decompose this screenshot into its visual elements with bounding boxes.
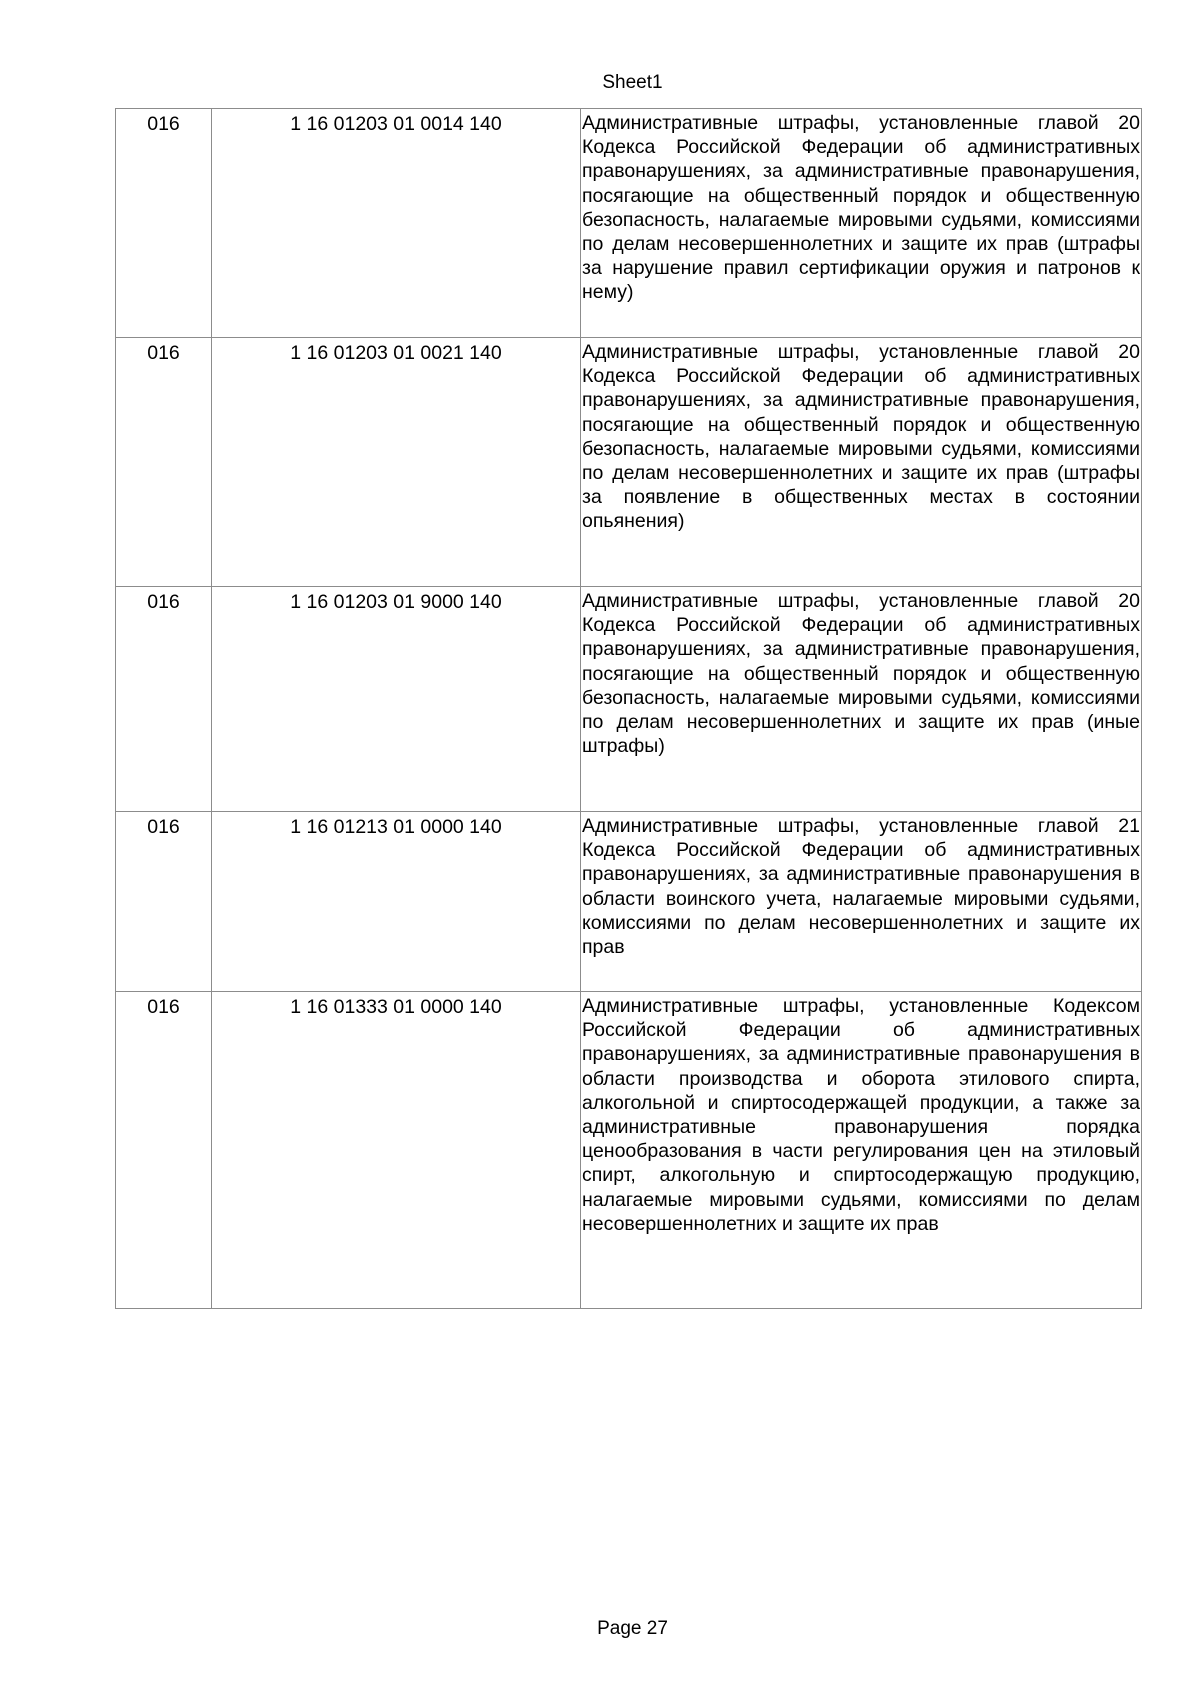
table-row bbox=[116, 992, 1142, 1309]
table-row bbox=[116, 338, 1142, 587]
admin-code-cell: 016 bbox=[116, 587, 212, 812]
table-row bbox=[116, 587, 1142, 812]
budget-code-cell: 1 16 01203 01 0014 140 bbox=[212, 109, 581, 338]
table-row bbox=[116, 109, 1142, 338]
description-cell: Административные штрафы, установленные главой 21 Кодекса Российской Федерации об административных правонарушениях, за административные правонарушения в области воинского учета, налагаемые мировыми судьями, комиссиями по делам несовершеннолетних и защите их прав bbox=[581, 812, 1142, 992]
description-cell: Административные штрафы, установленные Кодексом Российской Федерации об административных правонарушениях, за административные правонарушения в области производства и оборота этилового спирта, алкогольной и спиртосодержащей продукции, а также за административные правонарушения порядка ценообразования в части регулирования цен на этиловый спирт, алкогольную и спиртосодержащую продукцию, налагаемые мировыми судьями, комиссиями по делам несовершеннолетних и защите их прав bbox=[581, 992, 1142, 1309]
description-cell: Административные штрафы, установленные главой 20 Кодекса Российской Федерации об административных правонарушениях, за административные правонарушения, посягающие на общественный порядок и общественную безопасность, налагаемые мировыми судьями, комиссиями по делам несовершеннолетних и защите их прав (иные штрафы) bbox=[581, 587, 1142, 812]
description-cell: Административные штрафы, установленные главой 20 Кодекса Российской Федерации об административных правонарушениях, за административные правонарушения, посягающие на общественный порядок и общественную безопасность, налагаемые мировыми судьями, комиссиями по делам несовершеннолетних и защите их прав (штрафы за нарушение правил сертификации оружия и патронов к нему) bbox=[581, 109, 1142, 338]
budget-code-cell: 1 16 01333 01 0000 140 bbox=[212, 992, 581, 1309]
admin-code-cell: 016 bbox=[116, 109, 212, 338]
revenue-codes-table bbox=[115, 108, 1142, 1309]
table-row bbox=[116, 812, 1142, 992]
page-number: Page 27 bbox=[597, 1618, 668, 1639]
budget-code-cell: 1 16 01203 01 0021 140 bbox=[212, 338, 581, 587]
description-cell: Административные штрафы, установленные главой 20 Кодекса Российской Федерации об административных правонарушениях, за административные правонарушения, посягающие на общественный порядок и общественную безопасность, налагаемые мировыми судьями, комиссиями по делам несовершеннолетних и защите их прав (штрафы за появление в общественных местах в состоянии опьянения) bbox=[581, 338, 1142, 587]
budget-code-cell: 1 16 01213 01 0000 140 bbox=[212, 812, 581, 992]
admin-code-cell: 016 bbox=[116, 812, 212, 992]
admin-code-cell: 016 bbox=[116, 338, 212, 587]
sheet-title: Sheet1 bbox=[602, 72, 663, 93]
budget-code-cell: 1 16 01203 01 9000 140 bbox=[212, 587, 581, 812]
admin-code-cell: 016 bbox=[116, 992, 212, 1309]
